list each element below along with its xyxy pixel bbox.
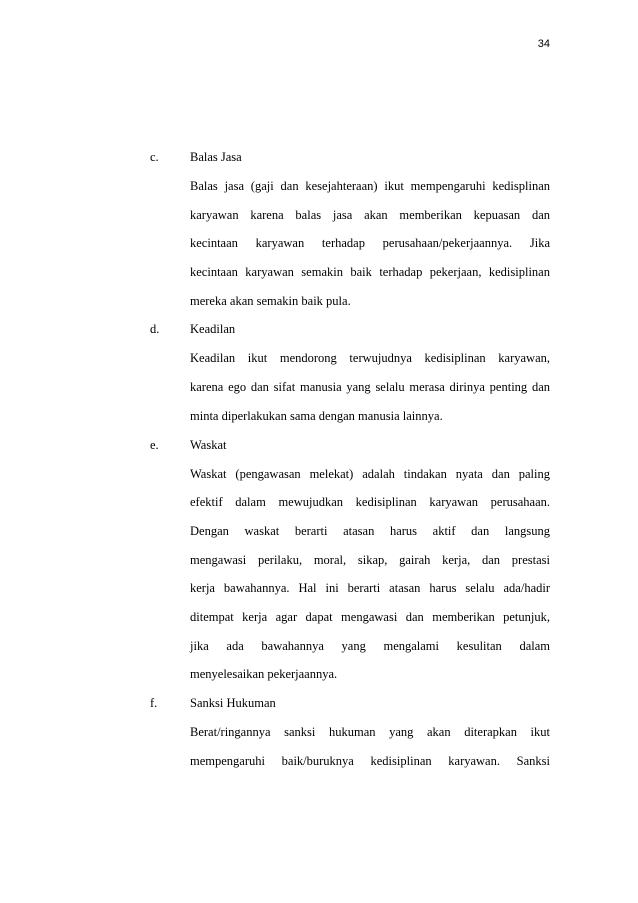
section-keadilan — [150, 320, 550, 425]
paragraph-line: ditempat kerja agar dapat mengawasi dan memberikan petunjuk, — [190, 609, 550, 624]
paragraph-line: Berat/ringannya sanksi hukuman yang akan diterapkan ikut — [190, 725, 550, 739]
section-title: Balas Jasa — [190, 150, 242, 164]
section-sanksi-hukuman — [150, 694, 550, 771]
paragraph-line: minta diperlakukan sama dengan manusia lainnya. — [190, 408, 443, 423]
paragraph-line: menyelesaikan pekerjaannya. — [190, 667, 338, 682]
section-title: Keadilan — [190, 322, 236, 337]
list-marker: f. — [150, 696, 158, 710]
list-marker: e. — [150, 437, 159, 452]
document-body — [150, 148, 550, 780]
paragraph-line: karyawan karena balas jasa akan memberikan kepuasan dan — [190, 207, 550, 222]
section-title: Waskat — [190, 437, 227, 452]
paragraph-line: kecintaan karyawan semakin baik terhadap pekerjaan, kedisiplinan — [190, 265, 550, 280]
section-balas-jasa — [150, 148, 550, 311]
section-heading — [150, 694, 550, 713]
section-waskat — [150, 436, 550, 685]
section-heading — [150, 320, 550, 339]
paragraph-line: mempengaruhi baik/buruknya kedisiplinan karyawan. Sanksi — [190, 753, 550, 768]
paragraph-line: Waskat (pengawasan melekat) adalah tindakan nyata dan paling — [190, 466, 550, 481]
paragraph-line: jika ada bawahannya yang mengalami kesulitan dalam — [190, 638, 550, 653]
section-heading — [150, 436, 550, 455]
paragraph-line: kerja bawahannya. Hal ini berarti atasan harus selalu ada/hadir — [190, 581, 550, 596]
paragraph-line: karena ego dan sifat manusia yang selalu merasa dirinya penting dan — [190, 380, 550, 395]
paragraph-line: mereka akan semakin baik pula. — [190, 293, 351, 308]
paragraph-line: Keadilan ikut mendorong terwujudnya kedisiplinan karyawan, — [190, 351, 550, 366]
section-heading — [150, 148, 550, 167]
page-number: 34 — [537, 38, 550, 50]
paragraph-line: Dengan waskat berarti atasan harus aktif dan langsung — [190, 523, 550, 538]
section-title: Sanksi Hukuman — [190, 696, 276, 710]
paragraph-line: Balas jasa (gaji dan kesejahteraan) ikut mempengaruhi kedisplinan — [190, 179, 550, 193]
paragraph-line: mengawasi perilaku, moral, sikap, gairah kerja, dan prestasi — [190, 552, 550, 567]
paragraph-line: kecintaan karyawan terhadap perusahaan/pekerjaannya. Jika — [190, 236, 550, 251]
list-marker: c. — [150, 150, 159, 164]
paragraph-line: efektif dalam mewujudkan kedisiplinan karyawan perusahaan. — [190, 495, 550, 510]
list-marker: d. — [150, 322, 160, 337]
